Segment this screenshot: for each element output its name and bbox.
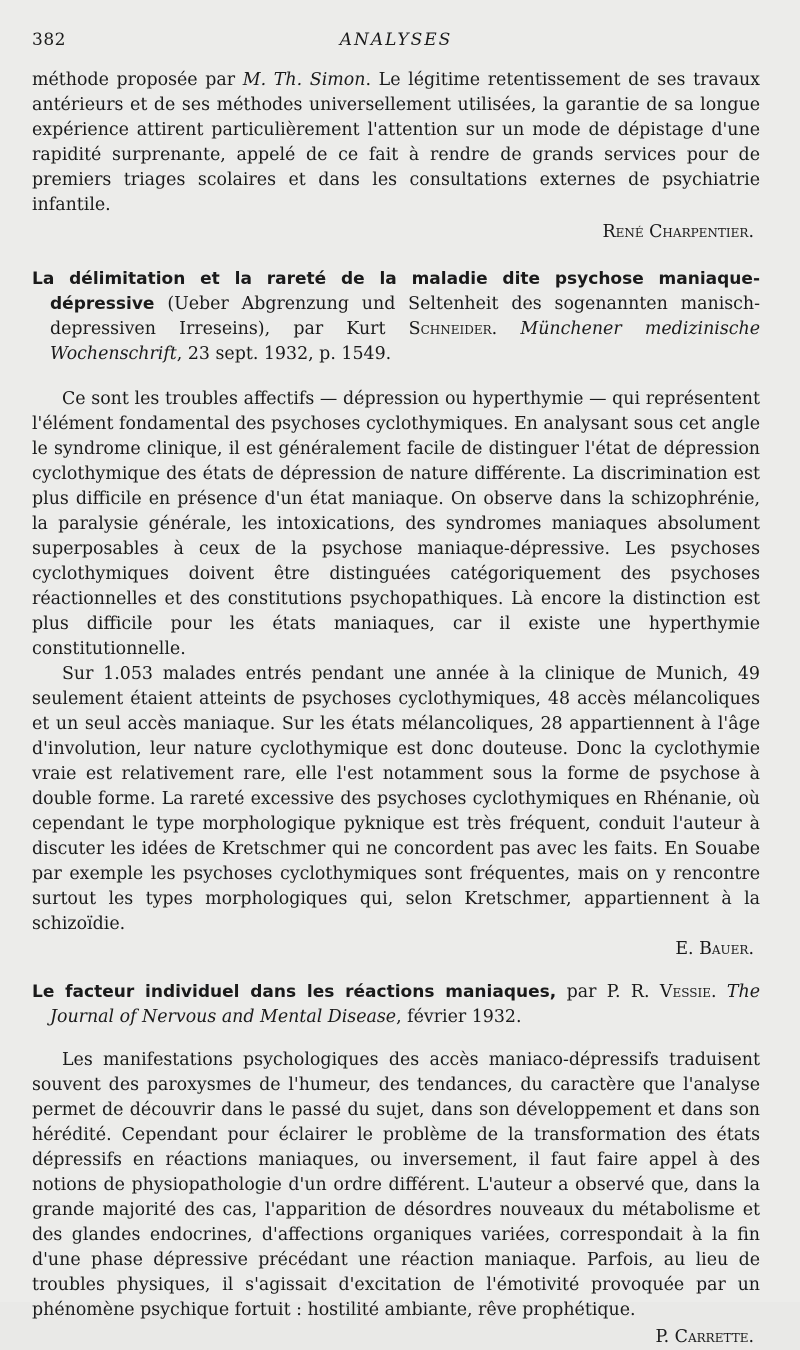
review-heading: Le facteur individuel dans les réactions maniaques, par P. R. Vessie. The Journal of Nervous and Mental Disease, février 1932. — [32, 982, 760, 1027]
review-paragraph: Les manifestations psychologiques des accès maniaco-dépressifs traduisent souvent des paroxysmes de l'humeur, des tendances, du caractère que l'analyse permet de découvrir dans le passé du sujet, dans son développement et dans son hérédité. Cependant pour éclairer le problème de la transformation des états dépressifs en réactions maniaques, ou inversement, il faut faire appel à des notions de physiopathologie d'un ordre différent. L'auteur a observé que, dans la grande majorité des cas, l'apparition de désordres nouveaux du métabolisme et des glandes endocrines, d'affections organiques variées, correspondait à la fin d'une phase dépressive précédant une réaction maniaque. Parfois, au lieu de troubles physiques, il s'agissait d'excitation de l'émotivité provoquée par un phénomène psychique fortuit : hostilité ambiante, rêve prophétique. — [32, 1050, 760, 1320]
review-author: Vessie — [659, 982, 711, 1002]
author-reference: M. Th. Simon — [242, 70, 366, 90]
review-paragraph: Ce sont les troubles affectifs — dépression ou hyperthymie — qui représentent l'élément fondamental des psychoses cyclothymiques. En analysant sous cet angle le syndrome clinique, il est généralement facile de distinguer l'état de dépression cyclothymique des états de dépression de nature différente. La discrimination est plus difficile en présence d'un état maniaque. On observe dans la schizophrénie, la paralysie générale, les intoxications, des syndromes maniaques absolument superposables à ceux de la psychose maniaque-dépressive. Les psychoses cyclothymiques doivent être distinguées catégoriquement des psychoses réactionnelles et des constitutions psychopathiques. Là encore la distinction est plus difficile pour les états maniaques, car il existe une hyperthymie constitutionnelle. — [32, 389, 760, 659]
review-signature: E. Bauer. — [675, 939, 754, 959]
page-number: 382 — [32, 30, 66, 50]
review-heading: La délimitation et la rareté de la maladie dite psychose maniaque-dépressive (Ueber Abgrenzung und Seltenheit des sogenannten manisch-depressiven Irreseins), par Kurt Schneider. Münchener medizinische Wochenschrift, 23 sept. 1932, p. 1549. — [32, 269, 760, 364]
review-title: Le facteur individuel dans les réactions maniaques, — [32, 982, 557, 1002]
review-signature: P. Carrette. — [655, 1327, 754, 1347]
running-head — [32, 30, 760, 54]
review-paragraph: méthode proposée par M. Th. Simon. Le légitime retentissement de ses travaux antérieurs et de ses méthodes universellement utilisées, la garantie de sa longue expérience attirent particulièrement l'attention sur un mode de dépistage d'une rapidité surprenante, appelé de ce fait à rendre de grands services pour de premiers triages scolaires et dans les consultations externes de psychiatrie infantile. — [32, 70, 760, 215]
review-paragraph: Sur 1.053 malades entrés pendant une année à la clinique de Munich, 49 seulement étaient atteints de psychoses cyclothymiques, 48 accès mélancoliques et un seul accès maniaque. Sur les états mélancoliques, 28 appartiennent à l'âge d'involution, leur nature cyclothymique est donc douteuse. Donc la cyclothymie vraie est relativement rare, elle l'est notamment sous la forme de psychose à double forme. La rareté excessive des psychoses cyclothymiques en Rhénanie, où cependant le type morphologique pyknique est très fréquent, conduit l'auteur à discuter les idées de Kretschmer qui ne concordent pas avec les faits. En Souabe par exemple les psychoses cyclothymiques sont fréquentes, mais on y rencontre surtout les types morphologiques qui, selon Kretschmer, appartiennent à la schizoïdie. — [32, 664, 760, 934]
journal-name: The Journal of Nervous and Mental Disease — [50, 982, 760, 1027]
journal-name: Münchener medizinische Wochenschrift — [50, 319, 760, 364]
running-title: ANALYSES — [339, 30, 453, 50]
review-title: La délimitation et la rareté de la maladie dite psychose maniaque-dépressive — [32, 269, 760, 314]
review-author: Schneider — [408, 319, 492, 339]
review-signature: René Charpentier. — [602, 222, 754, 242]
page-content — [32, 68, 760, 1350]
